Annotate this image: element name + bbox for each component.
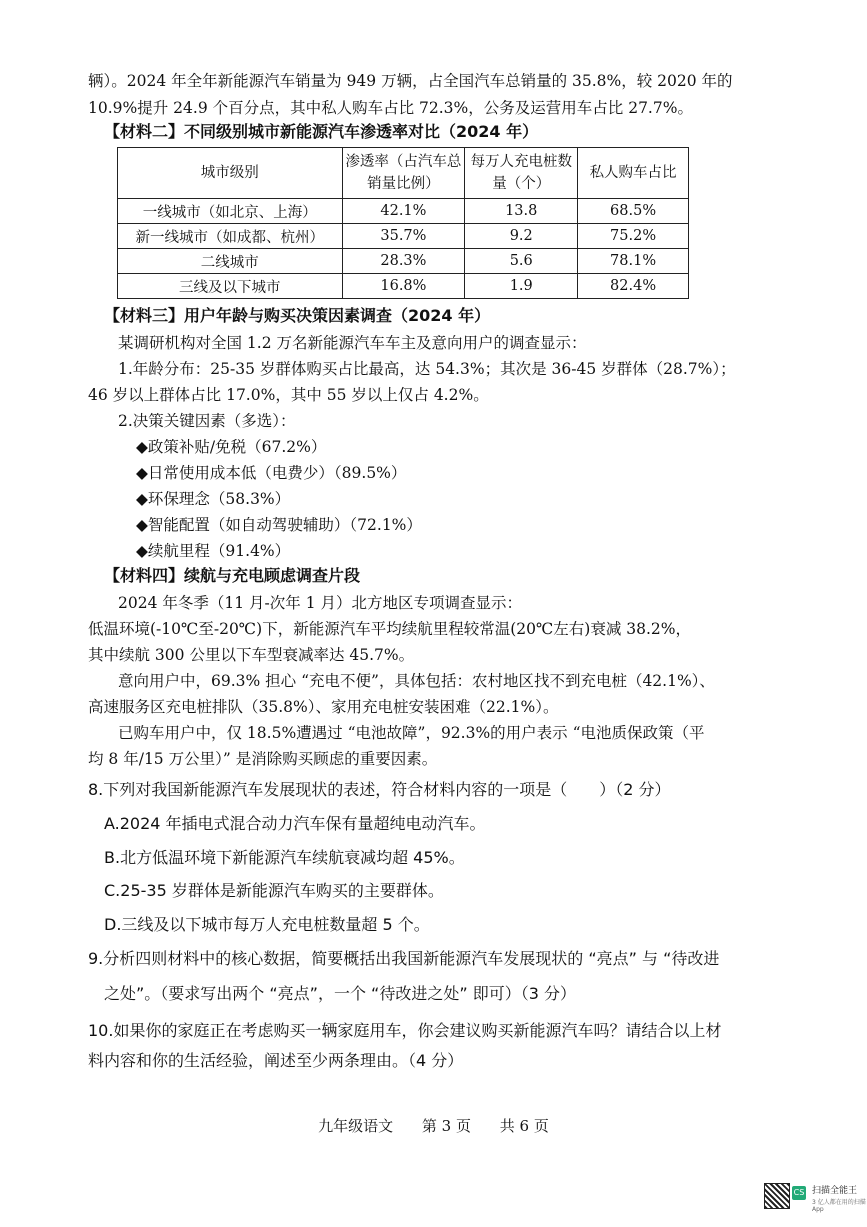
table-row xyxy=(118,274,689,299)
table-cell: 16.8% xyxy=(342,274,465,299)
table-cell: 13.8 xyxy=(465,199,578,224)
material4-line: 已购车用户中，仅 18.5%遭遇过 “电池故障”，92.3%的用户表示 “电池质保政策（平 xyxy=(118,724,705,742)
table-cell: 二线城市 xyxy=(118,249,343,274)
question-10-line1: 10.如果你的家庭正在考虑购买一辆家庭用车，你会建议购买新能源汽车吗？请结合以上材 xyxy=(88,1021,722,1040)
material4-line: 2024 年冬季（11 月-次年 1 月）北方地区专项调查显示： xyxy=(118,594,522,612)
footer-total-pages: 共 6 页 xyxy=(499,1117,549,1135)
table-cell: 78.1% xyxy=(578,249,689,274)
table-cell: 9.2 xyxy=(465,224,578,249)
material4-line: 其中续航 300 公里以下车型衰减率达 45.7%。 xyxy=(88,646,415,664)
watermark-subtitle: 3 亿人都在用的扫描App xyxy=(812,1199,866,1213)
footer-page-number: 第 3 页 xyxy=(421,1117,471,1135)
material3-title: 【材料三】用户年龄与购买决策因素调查（2024 年） xyxy=(104,306,491,325)
factor-item: ◆政策补贴/免税（67.2%） xyxy=(136,438,327,456)
table-cell: 82.4% xyxy=(578,274,689,299)
table-cell: 一线城市（如北京、上海） xyxy=(118,199,343,224)
material4-line: 均 8 年/15 万公里）” 是消除购买顾虑的重要因素。 xyxy=(88,750,438,768)
question-8-option-b: B.北方低温环境下新能源汽车续航衰减均超 45%。 xyxy=(104,848,465,867)
material4-line: 低温环境(-10℃至-20℃)下，新能源汽车平均续航里程较常温(20℃左右)衰减 38.2%， xyxy=(88,620,692,638)
table-cell: 新一线城市（如成都、杭州） xyxy=(118,224,343,249)
question-9-line2: 之处”。（要求写出两个 “亮点”，一个 “待改进之处” 即可）（3 分） xyxy=(104,984,576,1003)
factor-item: ◆环保理念（58.3%） xyxy=(136,490,291,508)
material1-line2: 10.9%提升 24.9 个百分点，其中私人购车占比 72.3%，公务及运营用车占比 27.7%。 xyxy=(88,99,693,117)
table-cell: 5.6 xyxy=(465,249,578,274)
table-row xyxy=(118,224,689,249)
table-row xyxy=(118,249,689,274)
material4-title: 【材料四】续航与充电顾虑调查片段 xyxy=(104,566,361,585)
factor-item: ◆续航里程（91.4%） xyxy=(136,542,291,560)
table-cell: 35.7% xyxy=(342,224,465,249)
table-header-row xyxy=(118,148,689,199)
material3-factors-title: 2.决策关键因素（多选）： xyxy=(118,412,296,430)
question-8-option-a: A.2024 年插电式混合动力汽车保有量超纯电动汽车。 xyxy=(104,814,486,833)
table-cell: 42.1% xyxy=(342,199,465,224)
material2-title: 【材料二】不同级别城市新能源汽车渗透率对比（2024 年） xyxy=(104,122,539,141)
table-header-cell: 每万人充电桩数量（个） xyxy=(465,148,578,199)
page-footer xyxy=(0,1115,867,1136)
table-header-cell: 私人购车占比 xyxy=(578,148,689,199)
qr-code-icon xyxy=(764,1183,790,1209)
material3-age-line2: 46 岁以上群体占比 17.0%，其中 55 岁以上仅占 4.2%。 xyxy=(88,386,489,404)
table-cell: 28.3% xyxy=(342,249,465,274)
table-cell: 75.2% xyxy=(578,224,689,249)
camscanner-logo-icon: CS xyxy=(792,1186,806,1200)
material4-line: 高速服务区充电桩排队（35.8%）、家用充电桩安装困难（22.1%）。 xyxy=(88,698,559,716)
table-cell: 68.5% xyxy=(578,199,689,224)
question-10-line2: 料内容和你的生活经验，阐述至少两条理由。（4 分） xyxy=(88,1051,464,1070)
penetration-table xyxy=(117,147,689,299)
watermark-name: 扫描全能王 xyxy=(812,1186,858,1196)
table-cell: 三线及以下城市 xyxy=(118,274,343,299)
material3-intro: 某调研机构对全国 1.2 万名新能源汽车车主及意向用户的调查显示： xyxy=(118,334,587,352)
question-9-line1: 9.分析四则材料中的核心数据，简要概括出我国新能源汽车发展现状的 “亮点” 与 “待改进 xyxy=(88,949,720,968)
table-header-cell: 城市级别 xyxy=(118,148,343,199)
factor-item: ◆日常使用成本低（电费少）（89.5%） xyxy=(136,464,407,482)
table-cell: 1.9 xyxy=(465,274,578,299)
table-header-cell: 渗透率（占汽车总销量比例） xyxy=(342,148,465,199)
footer-subject: 九年级语文 xyxy=(318,1117,394,1135)
material3-age-line1: 1.年龄分布：25-35 岁群体购买占比最高，达 54.3%；其次是 36-45 岁群体（28.7%）； xyxy=(118,360,736,378)
material1-line1: 辆）。2024 年全年新能源汽车销量为 949 万辆，占全国汽车总销量的 35.8%，较 2020 年的 xyxy=(88,72,733,90)
material4-line: 意向用户中，69.3% 担心 “充电不便”，具体包括：农村地区找不到充电桩（42.1%）、 xyxy=(118,672,715,690)
question-8-option-c: C.25-35 岁群体是新能源汽车购买的主要群体。 xyxy=(104,881,444,900)
question-8-option-d: D.三线及以下城市每万人充电桩数量超 5 个。 xyxy=(104,915,430,934)
factor-item: ◆智能配置（如自动驾驶辅助）（72.1%） xyxy=(136,516,422,534)
table-row xyxy=(118,199,689,224)
question-8-stem: 8.下列对我国新能源汽车发展现状的表述，符合材料内容的一项是（ ）（2 分） xyxy=(88,780,671,799)
